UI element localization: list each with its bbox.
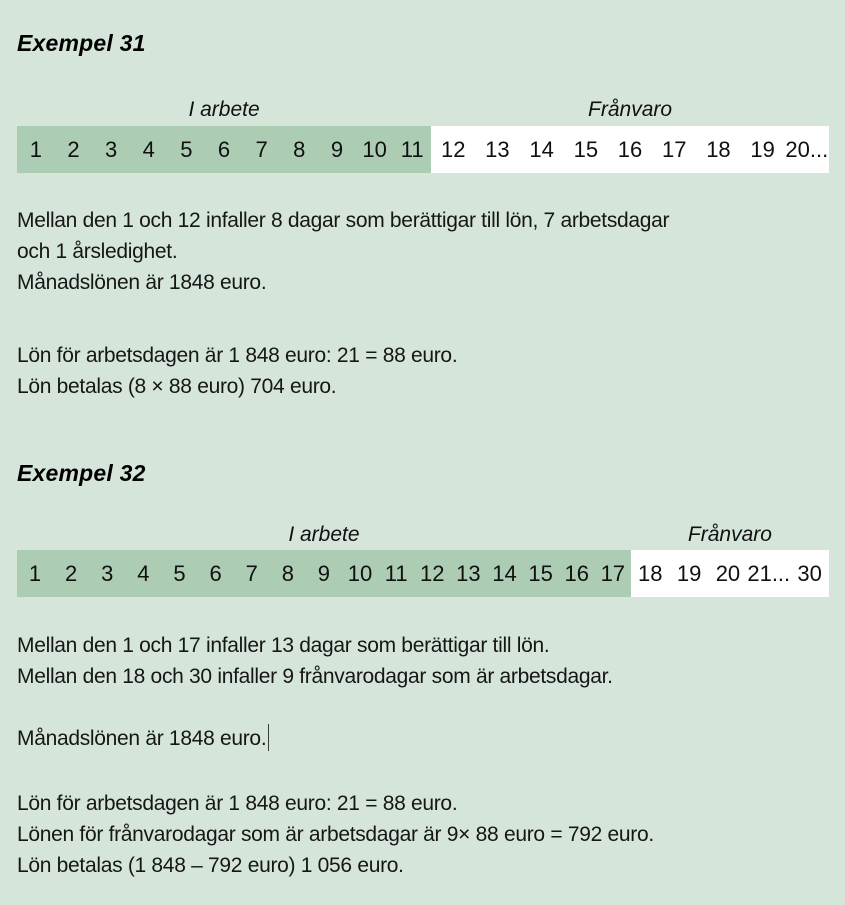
example-32-absence-days-segment — [631, 550, 829, 597]
day-cell: 19 — [750, 136, 775, 162]
day-cell: 1 — [29, 136, 42, 162]
day-cell: 13 — [456, 560, 481, 586]
day-cell: 7 — [255, 136, 268, 162]
day-cell: 17 — [600, 560, 626, 586]
day-cell: 11 — [384, 560, 408, 586]
day-cell: 10 — [347, 560, 373, 586]
example-31-work-days-segment — [17, 126, 431, 173]
example-31-strip-labels — [17, 97, 829, 123]
day-cell: 6 — [209, 560, 222, 586]
text-line: Lön för arbetsdagen är 1 848 euro: 21 = 88 euro. — [17, 792, 458, 815]
text-line: Lön för arbetsdagen är 1 848 euro: 21 = 88 euro. — [17, 344, 458, 367]
day-cell: 21... — [747, 560, 791, 586]
day-cell: 20 — [715, 560, 741, 586]
example-32-day-strip — [17, 550, 829, 597]
day-cell: 14 — [529, 136, 554, 162]
text-line: Månadslönen är 1848 euro. — [17, 271, 267, 294]
day-cell: 8 — [293, 136, 306, 162]
text-line — [17, 723, 829, 754]
text-line-content: Månadslönen är 1848 euro. — [17, 727, 267, 750]
day-cell: 18 — [638, 560, 663, 586]
text-line: Lön betalas (8 × 88 euro) 704 euro. — [17, 375, 337, 398]
day-cell: 4 — [142, 136, 155, 162]
day-cell: 9 — [317, 560, 331, 586]
day-cell: 3 — [104, 136, 118, 162]
text-cursor — [268, 724, 269, 751]
day-cell: 16 — [617, 136, 643, 162]
day-cell: 30 — [797, 560, 822, 586]
example-31-paragraph-1 — [17, 205, 829, 298]
absence-label: Frånvaro — [588, 98, 673, 121]
work-label: I arbete — [288, 523, 360, 546]
example-31-absence-days-segment — [431, 126, 829, 173]
day-cell: 2 — [67, 136, 80, 162]
day-cell: 17 — [661, 136, 687, 162]
day-cell: 7 — [245, 560, 258, 586]
day-cell: 15 — [528, 560, 553, 586]
text-line: Lönen för frånvarodagar som är arbetsdagar är 9× 88 euro = 792 euro. — [17, 823, 654, 846]
day-cell: 16 — [564, 560, 589, 586]
day-cell: 5 — [173, 560, 186, 586]
day-cell: 14 — [492, 560, 517, 586]
day-cell: 8 — [281, 560, 294, 586]
example-32-paragraph-3 — [17, 788, 829, 881]
day-cell: 10 — [362, 136, 387, 162]
day-cell: 15 — [573, 136, 599, 162]
example-32-paragraph-2 — [17, 723, 829, 754]
work-label: I arbete — [188, 98, 260, 121]
text-line: Lön betalas (1 848 – 792 euro) 1 056 euro. — [17, 854, 404, 877]
day-cell: 12 — [440, 136, 466, 162]
day-cell: 18 — [706, 136, 731, 162]
text-line: och 1 årsledighet. — [17, 240, 178, 263]
day-cell: 12 — [420, 560, 445, 586]
day-cell: 20... — [785, 136, 829, 162]
text-line: Mellan den 1 och 12 infaller 8 dagar som berättigar till lön, 7 arbetsdagar — [17, 209, 670, 232]
example-32-title: Exempel 32 — [17, 460, 146, 486]
text-line: Mellan den 18 och 30 infaller 9 frånvarodagar som är arbetsdagar. — [17, 665, 613, 688]
day-cell: 3 — [101, 560, 114, 586]
day-cell: 6 — [217, 136, 231, 162]
day-cell: 5 — [180, 136, 193, 162]
example-32-work-days-segment — [17, 550, 631, 597]
day-cell: 4 — [137, 560, 150, 586]
example-32-paragraph-1 — [17, 630, 829, 692]
text-line: Mellan den 1 och 17 infaller 13 dagar som berättigar till lön. — [17, 634, 550, 657]
day-cell: 11 — [400, 136, 424, 162]
example-31-title: Exempel 31 — [17, 30, 146, 56]
example-32-strip-labels — [17, 522, 829, 548]
day-cell: 13 — [485, 136, 510, 162]
day-cell: 1 — [28, 560, 42, 586]
absence-label: Frånvaro — [687, 523, 772, 546]
example-31-day-strip — [17, 126, 829, 173]
day-cell: 19 — [676, 560, 702, 586]
day-cell: 9 — [330, 136, 344, 162]
day-cell: 2 — [65, 560, 78, 586]
example-31-paragraph-2 — [17, 340, 829, 402]
